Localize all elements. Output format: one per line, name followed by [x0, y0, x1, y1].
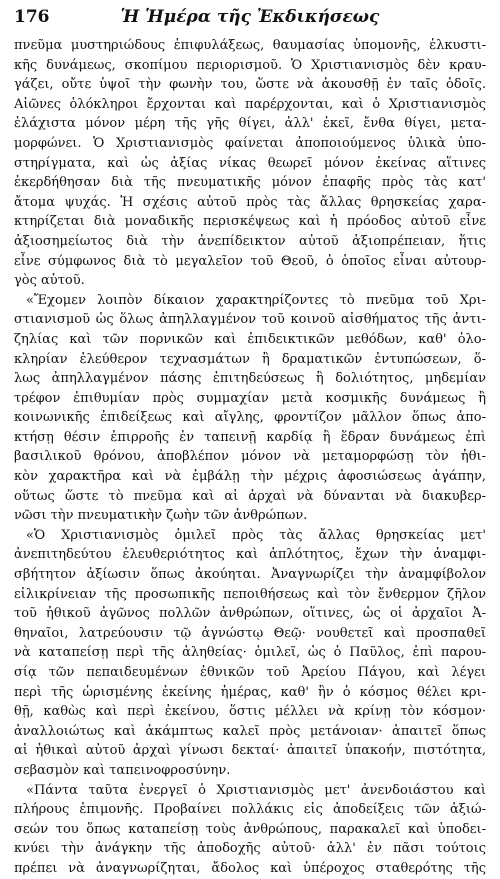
text-line: πρέπει νὰ ἀναγνωρίζηται, ἄδολος καὶ ὑπέροχος σταθερότης τῆς — [14, 860, 486, 876]
text-line: θῇ, καθὼς καὶ περὶ ἐκείνου, ὅστις μέλλει νὰ κρίνῃ τὸν κόσμον· — [14, 704, 486, 720]
text-line: τρέφον ἐπιθυμίαν πρὸς συμμαχίαν μετὰ κοσμικῆς δυνάμεως ἢ — [14, 390, 486, 406]
text-line: ἄτομα ψυχάς. Ἡ σχέσις αὐτοῦ πρὸς τὰς ἄλλας θρησκείας χαρα- — [14, 194, 486, 210]
text-line: γὸς αὐτοῦ. — [14, 273, 85, 289]
text-line: κοινωνικῆς ἐπιδείξεως καὶ αἴγλης, φροντίζον μᾶλλον ὅπως ἀπο- — [14, 410, 486, 426]
text-line: μορφώνει. Ὁ Χριστιανισμὸς φαίνεται ἀποποιούμενος ὑλικὰ ὑπο- — [14, 135, 486, 151]
paragraph — [14, 781, 486, 879]
running-title: Ἡ Ἡμέρα τῆς Ἐκδικήσεως — [120, 7, 380, 27]
paragraph — [14, 36, 486, 291]
text-line: «Ἔχομεν λοιπὸν δίκαιον χαρακτηρίζοντες τὸ πνεῦμα τοῦ Χρι- — [26, 292, 486, 308]
text-line: πνεῦμα μυστηριώδους ἐπιφυλάξεως, θαυμασίας ὑπομονῆς, ἑλκυστι- — [14, 38, 486, 53]
text-line: ἐλάχιστα μόνον μέρη τῆς γῆς θίγει, ἀλλ' ἐκεῖ, ἔνθα θίγει, μετα- — [14, 116, 486, 132]
text-line: Αἰῶνες ὁλόκληροι ἔρχονται καὶ παρέρχονται, καὶ ὁ Χριστιανισμὸς — [14, 96, 486, 112]
text-line: βασιλικοῦ θρόνου, ἀποβλέπον μόνον νὰ μεταμορφώσῃ τὸν ἠθι- — [14, 449, 486, 465]
text-line: πλήρους ἐπιμονῆς. Προβαίνει πολλάκις εἰς ἀποδείξεις τῶν ἀξιώ- — [14, 802, 486, 818]
text-line: στηρίγματα, καὶ ὡς ἀξίας νίκας θεωρεῖ μόνον ἐκείνας αἵτινες — [14, 155, 486, 171]
text-line: «Ὁ Χριστιανισμὸς ὁμιλεῖ πρὸς τὰς ἄλλας θρησκείας μετ' — [26, 527, 486, 543]
text-line: «Πάντα ταῦτα ἐνεργεῖ ὁ Χριστιανισμὸς μετ' ἀνενδοιάστου καὶ — [26, 782, 486, 798]
paragraph — [14, 291, 486, 526]
text-line: στιανισμοῦ ὡς ὅλως ἀπηλλαγμένον τοῦ κοινοῦ αἰσθήματος τῆς ἀντι- — [14, 312, 486, 328]
text-line: οὕτως ὥστε τὸ πνεῦμα καὶ αἱ ἀρχαὶ νὰ δύνανται νὰ διακυβερ- — [14, 488, 486, 504]
text-line: σεβασμὸν καὶ ταπεινοφροσύνην. — [14, 762, 231, 778]
text-line: κληρίαν ἐλεύθερον τεχνασμάτων ἢ δραματικῶν ἐντυπώσεων, ὅ- — [14, 351, 486, 367]
text-line: εἰλικρίνειαν τῆς προσωπικῆς πεποιθήσεως καὶ τὸν ἔνθερμον ζῆλον — [14, 586, 486, 602]
text-line: κῆς δυνάμεως, σκοπίμου περιορισμοῦ. Ὁ Χριστιανισμὸς δὲν κραυ- — [14, 57, 486, 73]
text-line: κὸν χαρακτῆρα καὶ νὰ ἐμβάλῃ τὴν μέχρις ἀφοσιώσεως ἀγάπην, — [14, 469, 486, 485]
text-line: περὶ τῆς ὡρισμένης ἐκείνης ἡμέρας, καθ' ἣν ὁ κόσμος θέλει κρι- — [14, 684, 486, 700]
text-line: κτηρίζεται διὰ μοναδικῆς περισκέψεως καὶ ἡ πρόοδος αὐτοῦ εἶνε — [14, 214, 486, 230]
text-line: ζηλίας καὶ τῶν πορνικῶν καὶ ἐπιδεικτικῶν μεθόδων, καθ' ὁλο- — [14, 331, 486, 347]
text-line: θηναῖοι, λατρεύουσιν τῷ ἀγνώστῳ Θεῷ· νουθετεῖ καὶ προσπαθεῖ — [14, 625, 486, 641]
text-line: λως ἀπηλλαγμένον πάσης ἐπιτηδεύσεως ἢ δολιότητος, μηδεμίαν — [14, 371, 486, 387]
text-line: ἀξιοσημείωτος διὰ τὴν ἀνεπίδεικτον αὐτοῦ ἀξιοπρέπειαν, ἥτις — [14, 233, 486, 249]
text-line: νῶσι τὴν πνευματικὴν ζωὴν τῶν ἀνθρώπων. — [14, 508, 308, 524]
text-line: αἱ ἠθικαὶ αὐτοῦ ἀρχαὶ γίνωσι δεκταί· ἀπαιτεῖ ὑπακοήν, πιστότητα, — [14, 743, 486, 759]
paragraph — [14, 526, 486, 781]
text-line: νὰ καταπείσῃ περὶ τῆς ἀληθείας· ὁμιλεῖ, ὡς ὁ Παῦλος, ἐπὶ παρου- — [14, 645, 486, 661]
text-line: ἀνεπιτηδεύτου ἐλευθεριότητος καὶ ἁπλότητος, ἔχων τὴν ἀναμφι- — [14, 547, 486, 563]
text-line: ἐκερδήθησαν διὰ τῆς πνευματικῆς μόνον ἐπαφῆς πρὸς τὰς κατ' — [14, 175, 486, 191]
text-line: τοῦ ἠθικοῦ ἀγῶνος πολλῶν ἀνθρώπων, οἵτινες, ὡς οἱ ἀρχαῖοι Ἀ- — [14, 606, 486, 622]
text-line: κτήσῃ θέσιν ἐπιρροῆς ἐν ταπεινῇ καρδίᾳ ἢ ἕδραν δυνάμεως ἐπὶ — [14, 429, 486, 445]
text-line: σίᾳ τῶν πεπαιδευμένων ἐθνικῶν τοῦ Ἀρείου Πάγου, καὶ λέγει — [14, 665, 486, 680]
page-number: 176 — [14, 7, 50, 27]
running-head — [14, 4, 486, 32]
text-line: εἶνε σύμφωνος διὰ τὸ μεγαλεῖον τοῦ Θεοῦ, ὁ ὁποῖος εἶναι αὐτουρ- — [14, 253, 486, 269]
text-line: γάζει, οὔτε ὑψοῖ τὴν φωνὴν του, ὥστε νὰ ἀκουσθῇ ἐν ταῖς ὁδοῖς. — [14, 77, 486, 93]
body-text — [14, 36, 486, 879]
text-line: σεών του ὅπως καταπείσῃ τοὺς ἀνθρώπους, παρακαλεῖ καὶ ὑποδει- — [14, 821, 486, 837]
text-line: κνύει τὴν ἀνάγκην τῆς ἀποδοχῆς αὐτοῦ· ἀλλ' ἐν πᾶσι τούτοις — [14, 841, 486, 857]
text-line: σβήτητον ἀξίωσιν ὅπως ἀκούηται. Ἀναγνωρίζει τὴν ἀναμφίβολον — [14, 567, 486, 583]
text-line: ἀναλλοιώτως καὶ ἀκάμπτως καλεῖ πρὸς μετάνοιαν· ἀπαιτεῖ ὅπως — [14, 723, 486, 739]
